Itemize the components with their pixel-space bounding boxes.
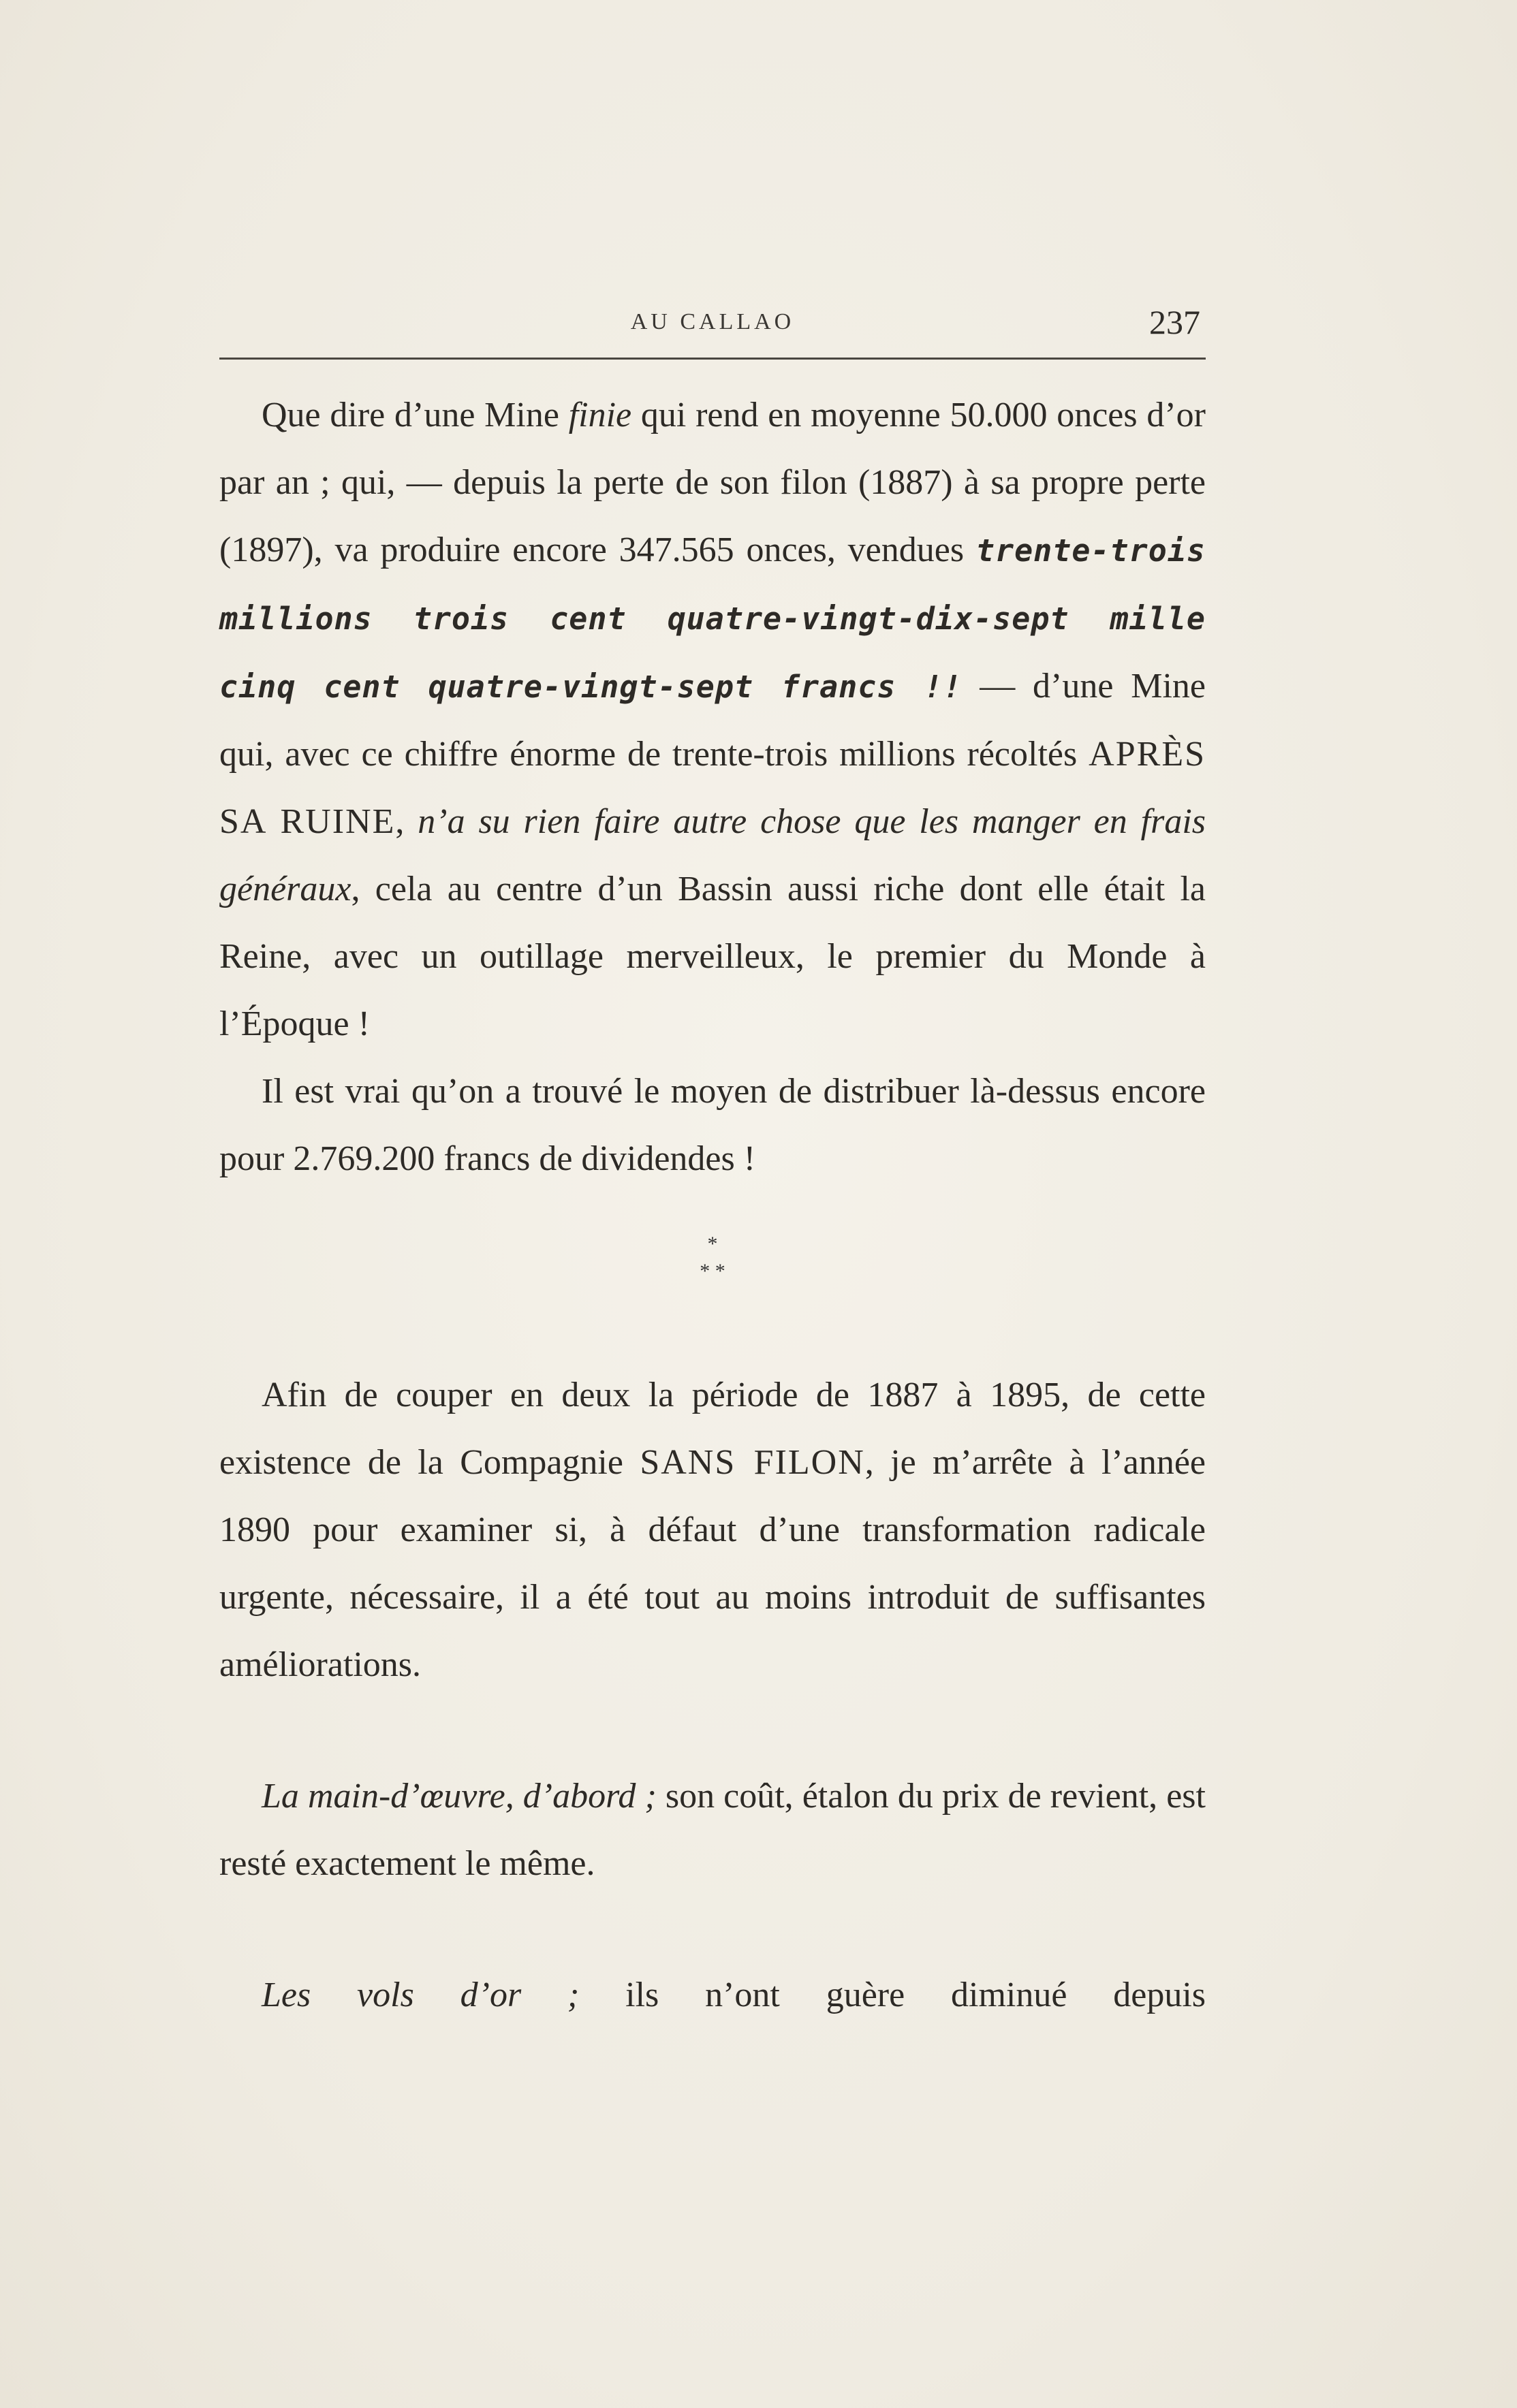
separator-star-top: * bbox=[707, 1233, 718, 1255]
paragraph-4 bbox=[219, 1762, 1206, 1897]
spacer bbox=[219, 1698, 1206, 1762]
header-rule bbox=[219, 358, 1206, 360]
paragraph-5 bbox=[219, 1961, 1206, 2029]
p5-text: ils n’ont guère diminué depuis bbox=[579, 1976, 1206, 2014]
p1-caps-apres-sa-ruine: APRÈS SA RUINE bbox=[219, 735, 1206, 841]
p1-text-c: — d’une Mine qui, avec ce chiffre énorme de trente-trois millions récoltés bbox=[219, 667, 1206, 774]
page-number: 237 bbox=[1149, 303, 1200, 341]
running-title: AU CALLAO bbox=[630, 309, 795, 334]
p1-text-b: qui rend en moyenne 50.000 onces d’or par an ; qui, — depuis la perte de son filon (1887) à sa propre perte (1897), va produire encore 347.565 onces, vendues bbox=[219, 396, 1206, 569]
p4-text: son coût, étalon du prix de revient, est resté exactement le même. bbox=[219, 1777, 1206, 1883]
page-header bbox=[219, 300, 1206, 347]
p1-text-d: , bbox=[395, 802, 418, 841]
separator-stars-bottom: * * bbox=[700, 1260, 725, 1282]
page-body bbox=[219, 381, 1206, 2029]
spacer bbox=[219, 1285, 1206, 1361]
p3-caps-sans-filon: SANS FILON bbox=[640, 1443, 865, 1482]
p1-text-e: , cela au centre d’un Bassin aussi riche dont elle était la Reine, avec un outillage merveilleux, le premier du Monde à l’Époque ! bbox=[219, 870, 1206, 1043]
paragraph-1 bbox=[219, 381, 1206, 1058]
p4-italic-heading: La main-d’œuvre, d’abord ; bbox=[262, 1777, 657, 1816]
spacer bbox=[219, 1897, 1206, 1961]
p5-italic-heading: Les vols d’or ; bbox=[262, 1976, 580, 2014]
p3-text-a: Afin de couper en deux la période de 1887 à 1895, de cette existence de la Compagnie bbox=[219, 1376, 1206, 1482]
p1-text-a: Que dire d’une Mine bbox=[262, 396, 569, 434]
section-separator bbox=[219, 1231, 1206, 1285]
paragraph-2: Il est vrai qu’on a trouvé le moyen de distribuer là-dessus encore pour 2.769.200 francs de dividendes ! bbox=[219, 1072, 1206, 1178]
p1-typed-amount: trente-trois millions trois cent quatre-vingt-dix-sept mille cinq cent quatre-vingt-sept francs !! bbox=[219, 533, 1206, 705]
p3-text-b: , je m’arrête à l’année 1890 pour examiner si, à défaut d’une transformation radicale urgente, nécessaire, il a été tout au moins introduit de suffisantes améliorations. bbox=[219, 1443, 1206, 1684]
paragraph-3 bbox=[219, 1361, 1206, 1698]
p1-italic-finie: finie bbox=[568, 396, 632, 434]
p1-italic-phrase: n’a su rien faire autre chose que les manger en frais généraux bbox=[219, 802, 1206, 908]
